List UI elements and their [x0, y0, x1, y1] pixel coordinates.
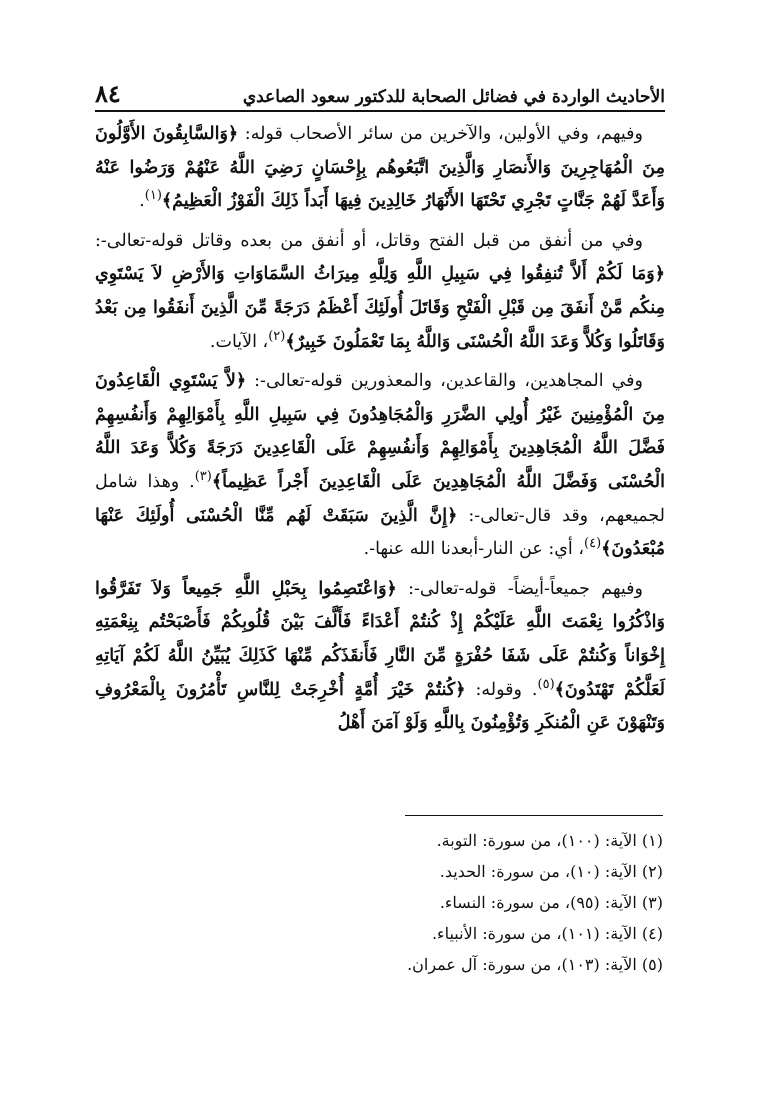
- body-text: [95, 118, 665, 747]
- footnote-ref: (٥): [537, 676, 555, 692]
- quran-verse: ﴿لاَّ يَسْتَوِي الْقَاعِدُونَ مِنَ الْمُؤْمِنِينَ غَيْرُ أُولِي الضَّرَرِ وَالْمُجَاهِدُونَ فِي سَبِيلِ اللَّهِ بِأَمْوَالِهِمْ وَأَنفُسِهِمْ فَضَّلَ اللَّهُ الْمُجَاهِدِينَ بِأَمْوَالِهِمْ وَأَنفُسِهِمْ عَلَى الْقَاعِدِينَ دَرَجَةً وَكُلاًّ وَعَدَ اللَّهُ الْحُسْنَى وَفَضَّلَ اللَّهُ الْمُجَاهِدِينَ عَلَى الْقَاعِدِينَ أَجْراً عَظِيماً﴾: [95, 371, 665, 492]
- prose-text: . وقوله:: [465, 679, 538, 700]
- quran-verse: ﴿وَالسَّابِقُونَ الأَوَّلُونَ مِنَ الْمُهَاجِرِينَ وَالأَنصَارِ وَالَّذِينَ اتَّبَعُوهُم بِإِحْسَانٍ رَضِيَ اللَّهُ عَنْهُمْ وَرَضُوا عَنْهُ وَأَعَدَّ لَهُمْ جَنَّاتٍ تَجْرِي تَحْتَهَا الأَنْهَارُ خَالِدِينَ فِيهَا أَبَداً ذَلِكَ الْفَوْزُ الْعَظِيمُ﴾: [95, 124, 665, 212]
- paragraph: [95, 365, 665, 567]
- page-header: [95, 72, 665, 112]
- footnote: (٤) الآية: (١٠١)، من سورة: الأنبياء.: [431, 923, 663, 943]
- quran-verse: ﴿وَاعْتَصِمُوا بِحَبْلِ اللَّهِ جَمِيعاً وَلاَ تَفَرَّقُوا وَاذْكُرُوا نِعْمَتَ اللَّهِ عَلَيْكُمْ إِذْ كُنتُمْ أَعْدَاءً فَأَلَّفَ بَيْنَ قُلُوبِكُمْ فَأَصْبَحْتُم بِنِعْمَتِهِ إِخْوَاناً وَكُنتُمْ عَلَى شَفَا حُفْرَةٍ مِّنَ النَّارِ فَأَنقَذَكُم مِّنْهَا كَذَلِكَ يُبَيِّنُ اللَّهُ لَكُمْ آيَاتِهِ لَعَلَّكُمْ تَهْتَدُونَ﴾: [95, 578, 665, 700]
- prose-text: ، الآيات.: [209, 331, 269, 352]
- footnote-ref: (١): [144, 188, 162, 204]
- running-title: الأحاديث الواردة في فضائل الصحابة للدكتور سعود الصاعدي: [242, 87, 665, 107]
- prose-text: .: [139, 191, 145, 212]
- footnote: (٢) الآية: (١٠)، من سورة: الحديد.: [439, 861, 663, 881]
- footnote: (٣) الآية: (٩٥)، من سورة: النساء.: [439, 892, 663, 912]
- prose-text: وفيهم جميعاً-أيضاً- قوله-تعالى-:: [396, 578, 644, 599]
- footnote: (٥) الآية: (١٠٣)، من سورة: آل عمران.: [407, 954, 663, 974]
- footnotes: [343, 826, 663, 980]
- footnote-ref: (٢): [268, 328, 286, 344]
- footnote-separator: [405, 815, 663, 816]
- footnote: (١) الآية: (١٠٠)، من سورة: التوبة.: [436, 831, 663, 850]
- quran-verse: ﴿كُنتُمْ خَيْرَ أُمَّةٍ أُخْرِجَتْ لِلنَّاسِ تَأْمُرُونَ بِالْمَعْرُوفِ وَتَنْهَوْنَ عَنِ الْمُنكَرِ وَتُؤْمِنُونَ بِاللَّهِ وَلَوْ آمَنَ أَهْلُ: [95, 679, 665, 734]
- quran-verse: ﴿إِنَّ الَّذِينَ سَبَقَتْ لَهُم مِّنَّا الْحُسْنَى أُولَئِكَ عَنْهَا مُبْعَدُونَ﴾: [95, 505, 665, 560]
- prose-text: ، أي: عن النار-أبعدنا الله عنها-.: [363, 539, 585, 560]
- paragraph: [95, 225, 665, 359]
- footnote-ref: (٣): [194, 469, 212, 485]
- page-number: ٨٤: [95, 79, 121, 108]
- prose-text: وفي من أنفق من قبل الفتح وقاتل، أو أنفق من بعده وقاتل قوله-تعالى-:: [95, 230, 643, 251]
- paragraph: [95, 573, 665, 741]
- prose-text: . وهذا شامل لجميعهم، وقد قال-تعالى-:: [95, 471, 666, 526]
- quran-verse: ﴿وَمَا لَكُمْ أَلاَّ تُنفِقُوا فِي سَبِيلِ اللَّهِ وَلِلَّهِ مِيرَاثُ السَّمَاوَاتِ وَالأَرْضِ لاَ يَسْتَوِي مِنكُم مَّنْ أَنفَقَ مِن قَبْلِ الْفَتْحِ وَقَاتَلَ أُولَئِكَ أَعْظَمُ دَرَجَةً مِّنَ الَّذِينَ أَنفَقُوا مِن بَعْدُ وَقَاتَلُوا وَكُلاًّ وَعَدَ اللَّهُ الْحُسْنَى وَاللَّهُ بِمَا تَعْمَلُونَ خَبِيرٌ﴾: [95, 264, 665, 352]
- paragraph: [95, 118, 665, 219]
- footnote-ref: (٤): [584, 536, 602, 552]
- prose-text: وفيهم، وفي الأولين، والآخرين من سائر الأصحاب قوله:: [238, 124, 643, 144]
- prose-text: وفي المجاهدين، والقاعدين، والمعذورين قوله-تعالى-:: [246, 371, 643, 392]
